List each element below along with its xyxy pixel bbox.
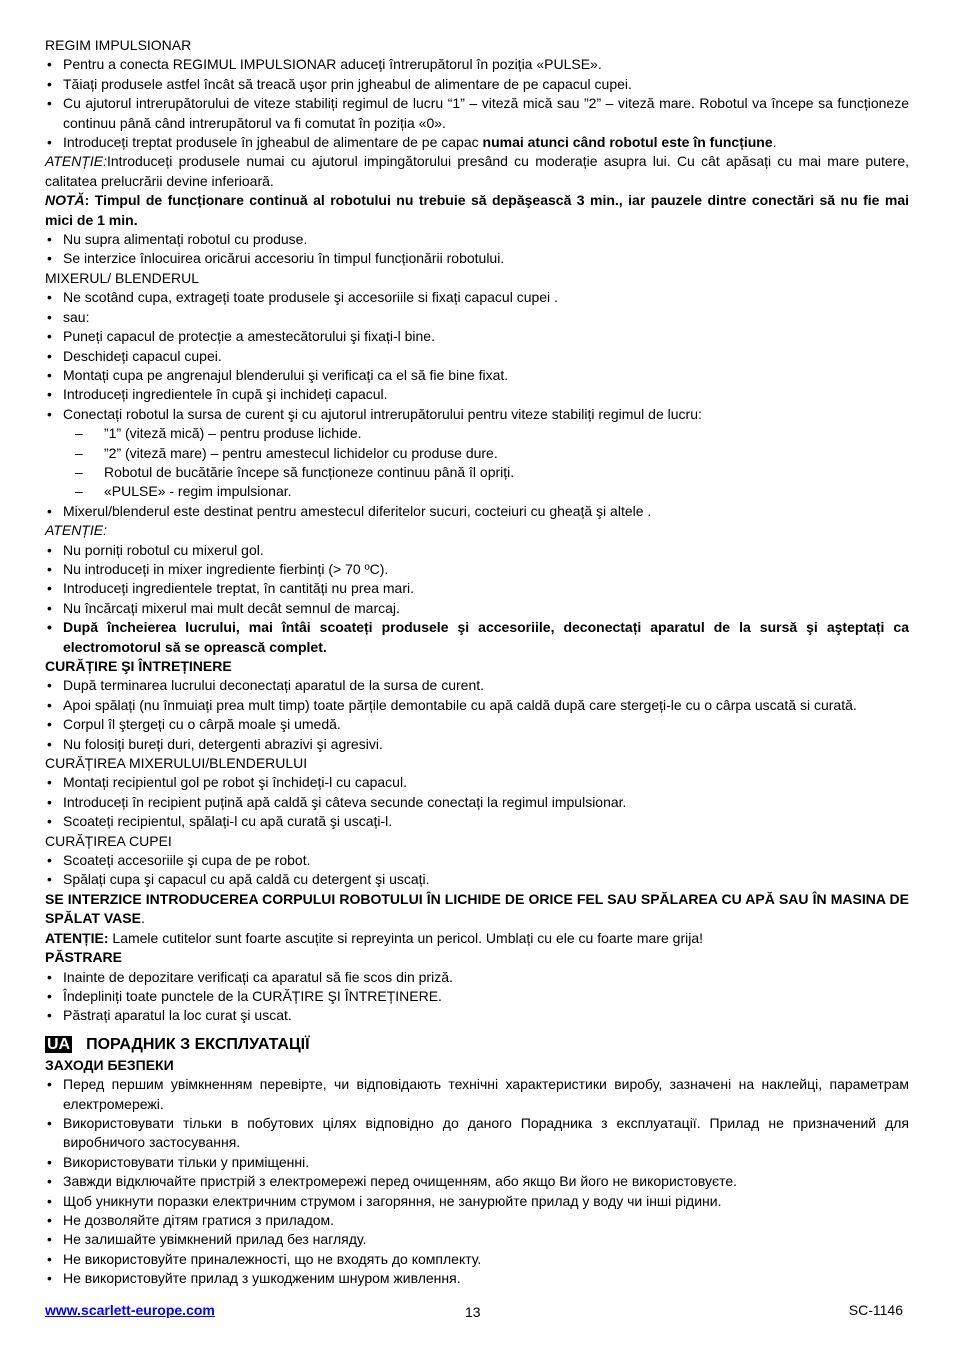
list-item: • Corpul îl ştergeți cu o cârpă moale şi umedă. <box>45 715 909 734</box>
atentie-note: ATENȚIE:Introduceți produsele numai cu ajutorul impingătorului presând cu moderație asupra lui. Cu cât apăsați cu mai mare putere, calitatea prelucrării devine inferioară. <box>45 153 909 189</box>
bullet-icon: • <box>47 95 52 112</box>
dash-icon: – <box>75 483 83 500</box>
list-item: • Не дозволяйте дітям гратися з приладом. <box>45 1211 909 1230</box>
bullet-icon: • <box>47 677 52 694</box>
bullet-icon: • <box>47 386 52 403</box>
list-item: • Nu încărcați mixerul mai mult decât semnul de marcaj. <box>45 599 909 618</box>
page-footer <box>45 1302 909 1322</box>
document-page <box>45 36 909 1289</box>
list-item: • Îndepliniți toate punctele de la CURĂȚIRE ŞI ÎNTREȚINERE. <box>45 987 909 1006</box>
bullet-icon: • <box>47 75 52 92</box>
bullet-icon: • <box>47 580 52 597</box>
website-link[interactable]: www.scarlett-europe.com <box>45 1302 215 1318</box>
nota-note: NOTĂ: Timpul de funcționare continuă al robotului nu trebuie să depăşească 3 min., iar pauzele dintre conectări să nu fie mai mici de 1 min. <box>45 192 909 228</box>
list-item: • Перед першим увімкненням перевірте, чи відповідають технічні характеристики виробу, зазначені на наклейці, параметрам електромережі. <box>47 1076 909 1112</box>
bullet-icon: • <box>47 1153 52 1170</box>
list-item: • sau: <box>45 308 909 327</box>
list-item: • Cu ajutorul intrerupătorului de viteze stabiliți regimul de lucru “1” – viteză mică sau ”2” – viteză mare. Robotul va începe sa funcționeze continuu până când intrerupătorul va fi comutat în poziția «0». <box>47 95 909 131</box>
list-item: • Deschideți capacul cupei. <box>45 347 909 366</box>
bullet-icon: • <box>47 793 52 810</box>
bullet-icon: • <box>47 1250 52 1267</box>
bullet-icon: • <box>47 716 52 733</box>
dash-icon: – <box>75 463 83 480</box>
list-item: • Nu introduceți in mixer ingrediente fierbinți (> 70 ºC). <box>45 560 909 579</box>
list-item: • Mixerul/blenderul este destinat pentru amestecul diferitelor sucuri, cocteiuri cu gheață şi altele . <box>45 502 909 521</box>
bullet-icon: • <box>47 1173 52 1190</box>
model-number: SC-1146 <box>848 1302 903 1318</box>
dash-item: – ”2” (viteză mare) – pentru amestecul lichidelor cu produse dure. <box>45 444 909 463</box>
list-item: • După terminarea lucrului deconectați aparatul de la sursa de curent. <box>45 676 909 695</box>
bullet-icon: • <box>47 541 52 558</box>
mixer-title: MIXERUL/ BLENDERUL <box>45 269 200 286</box>
list-item: • Se interzice înlocuirea oricărui accesoriu în timpul funcționării robotului. <box>45 249 909 268</box>
regim-title: REGIM IMPULSIONAR <box>45 37 192 53</box>
warning-note: SE INTERZICE INTRODUCEREA CORPULUI ROBOTULUI ÎN LICHIDE DE ORICE FEL SAU SPĂLAREA CU APĂ SAU ÎN MASINA DE SPĂLAT VASE. <box>45 890 909 927</box>
list-item: • Nu folosiți bureți duri, detergenti abrazivi şi agresivi. <box>45 735 909 754</box>
list-item: • Introduceți ingredientele în cupă şi inchideți capacul. <box>45 385 909 404</box>
list-item: • Scoateți recipientul, spălați-l cu apă curată şi uscați-l. <box>45 812 909 831</box>
bullet-icon: • <box>47 289 52 306</box>
bullet-icon: • <box>47 1231 52 1248</box>
list-item: • Montați recipientul gol pe robot şi închideți-l cu capacul. <box>45 773 909 792</box>
atentie-note: ATENȚIE: Lamele cutitelor sunt foarte ascuțite si repreyinta un pericol. Umblați cu ele cu foarte mare grija! <box>45 929 704 946</box>
bullet-icon: • <box>47 231 52 248</box>
dash-item: – ”1” (viteză mică) – pentru produse lichide. <box>45 424 909 443</box>
list-item: • După încheierea lucrului, mai întâi scoateți produsele şi accesoriile, deconectați aparatul de la sursă şi aşteptați ca electromotorul să se oprească complet. <box>47 619 909 655</box>
list-item: • Introduceți în recipient puțină apă caldă şi câteva secunde conectați la regimul impulsionar. <box>45 793 909 812</box>
bullet-icon: • <box>47 1192 52 1209</box>
bullet-icon: • <box>47 1211 52 1228</box>
list-item: • Puneți capacul de protecție a amestecătorului şi fixați-l bine. <box>45 327 909 346</box>
list-item: • Не залишайте увімкнений прилад без нагляду. <box>45 1230 909 1249</box>
dash-icon: – <box>75 425 83 442</box>
list-item: • Не використовуйте прилад з ушкодженим шнуром живлення. <box>45 1269 909 1288</box>
bullet-icon: • <box>47 250 52 267</box>
list-item: • Montați cupa pe angrenajul blenderului şi verificați ca el să fie bine fixat. <box>45 366 909 385</box>
bullet-icon: • <box>47 134 52 151</box>
ua-section-title: UA ПОРАДНИК З ЕКСПЛУАТАЦІЇ <box>47 1035 310 1053</box>
bullet-icon: • <box>47 366 52 383</box>
bullet-icon: • <box>47 308 52 325</box>
bullet-icon: • <box>47 328 52 345</box>
page-number: 13 <box>465 1304 481 1320</box>
bullet-icon: • <box>47 560 52 577</box>
mixer-clean-title: CURĂȚIREA MIXERULUI/BLENDERULUI <box>45 755 308 772</box>
list-item: • Tăiați produsele astfel încât să treacă uşor prin jgheabul de alimentare de pe capacul cupei. <box>45 75 909 94</box>
list-item: • Використовувати тільки в побутових цілях відповідно до даного Порадника з експлуатації. Прилад не призначений для виробничого застосування. <box>47 1114 909 1151</box>
bullet-icon: • <box>47 871 52 888</box>
list-item: • Nu porniți robotul cu mixerul gol. <box>45 541 909 560</box>
bullet-icon: • <box>47 619 52 636</box>
bullet-icon: • <box>47 502 52 519</box>
list-item: • Introduceți treptat produsele în jgheabul de alimentare de pe capac numai atunci când robotul este în funcțiune. <box>45 133 909 152</box>
dash-item: – Robotul de bucătărie începe să funcționeze continuu până îl opriți. <box>45 463 909 482</box>
bullet-icon: • <box>47 813 52 830</box>
bullet-icon: • <box>47 696 52 713</box>
bullet-icon: • <box>47 1114 52 1131</box>
list-item: • Apoi spălați (nu înmuiați prea mult timp) toate părțile demontabile cu apă caldă după care stergeți-le cu o cârpa uscată si curată. <box>45 696 909 715</box>
ua-safety-title: ЗАХОДИ БЕЗПЕКИ <box>45 1056 174 1073</box>
list-item: • Introduceți ingredientele treptat, în cantități nu prea mari. <box>45 579 909 598</box>
list-item: • Spălați cupa şi capacul cu apă caldă cu detergent şi uscați. <box>45 870 909 889</box>
language-badge: UA <box>47 1035 71 1053</box>
list-item: • Завжди відключайте пристрій з електромережі перед очищенням, або якщо Ви його не використовуєте. <box>45 1172 909 1191</box>
bullet-icon: • <box>47 1270 52 1287</box>
list-item: • Використовувати тільки у приміщенні. <box>45 1153 909 1172</box>
bullet-icon: • <box>47 987 52 1004</box>
list-item: • Păstrați aparatul la loc curat şi uscat. <box>45 1006 909 1025</box>
list-item: • Scoateți accesoriile şi cupa de pe robot. <box>45 851 909 870</box>
pastrare-title: PĂSTRARE <box>45 949 123 966</box>
bullet-icon: • <box>47 1007 52 1024</box>
list-item: • Inainte de depozitare verificați ca aparatul să fie scos din priză. <box>45 968 909 987</box>
bullet-icon: • <box>47 735 52 752</box>
list-item: • Conectați robotul la sursa de curent şi cu ajutorul intrerupătorului pentru viteze stabiliți regimul de lucru: <box>45 405 909 424</box>
dash-item: – «PULSE» - regim impulsionar. <box>45 482 909 501</box>
cup-clean-title: CURĂȚIREA CUPEI <box>45 832 172 849</box>
bullet-icon: • <box>47 56 52 73</box>
list-item: • Pentru a conecta REGIMUL IMPULSIONAR aduceți întrerupătorul în poziția «PULSE». <box>45 55 909 74</box>
bullet-icon: • <box>47 1076 52 1093</box>
atentie-label: ATENȚIE: <box>45 522 107 539</box>
bullet-icon: • <box>47 599 52 616</box>
bullet-icon: • <box>47 852 52 869</box>
list-item: • Ne scotând cupa, extrageți toate produsele şi accesoriile si fixați capacul cupei . <box>45 288 909 307</box>
bullet-icon: • <box>47 968 52 985</box>
curatire-title: CURĂȚIRE ŞI ÎNTREȚINERE <box>45 658 232 674</box>
list-item: • Nu supra alimentați robotul cu produse. <box>45 230 909 249</box>
bullet-icon: • <box>47 405 52 422</box>
dash-icon: – <box>75 444 83 461</box>
list-item: • Не використовуйте приналежності, що не входять до комплекту. <box>45 1250 909 1269</box>
list-item: • Щоб уникнути поразки електричним струмом і загоряння, не занурюйте прилад у воду чи інші рідини. <box>45 1192 909 1211</box>
bullet-icon: • <box>47 774 52 791</box>
bullet-icon: • <box>47 347 52 364</box>
